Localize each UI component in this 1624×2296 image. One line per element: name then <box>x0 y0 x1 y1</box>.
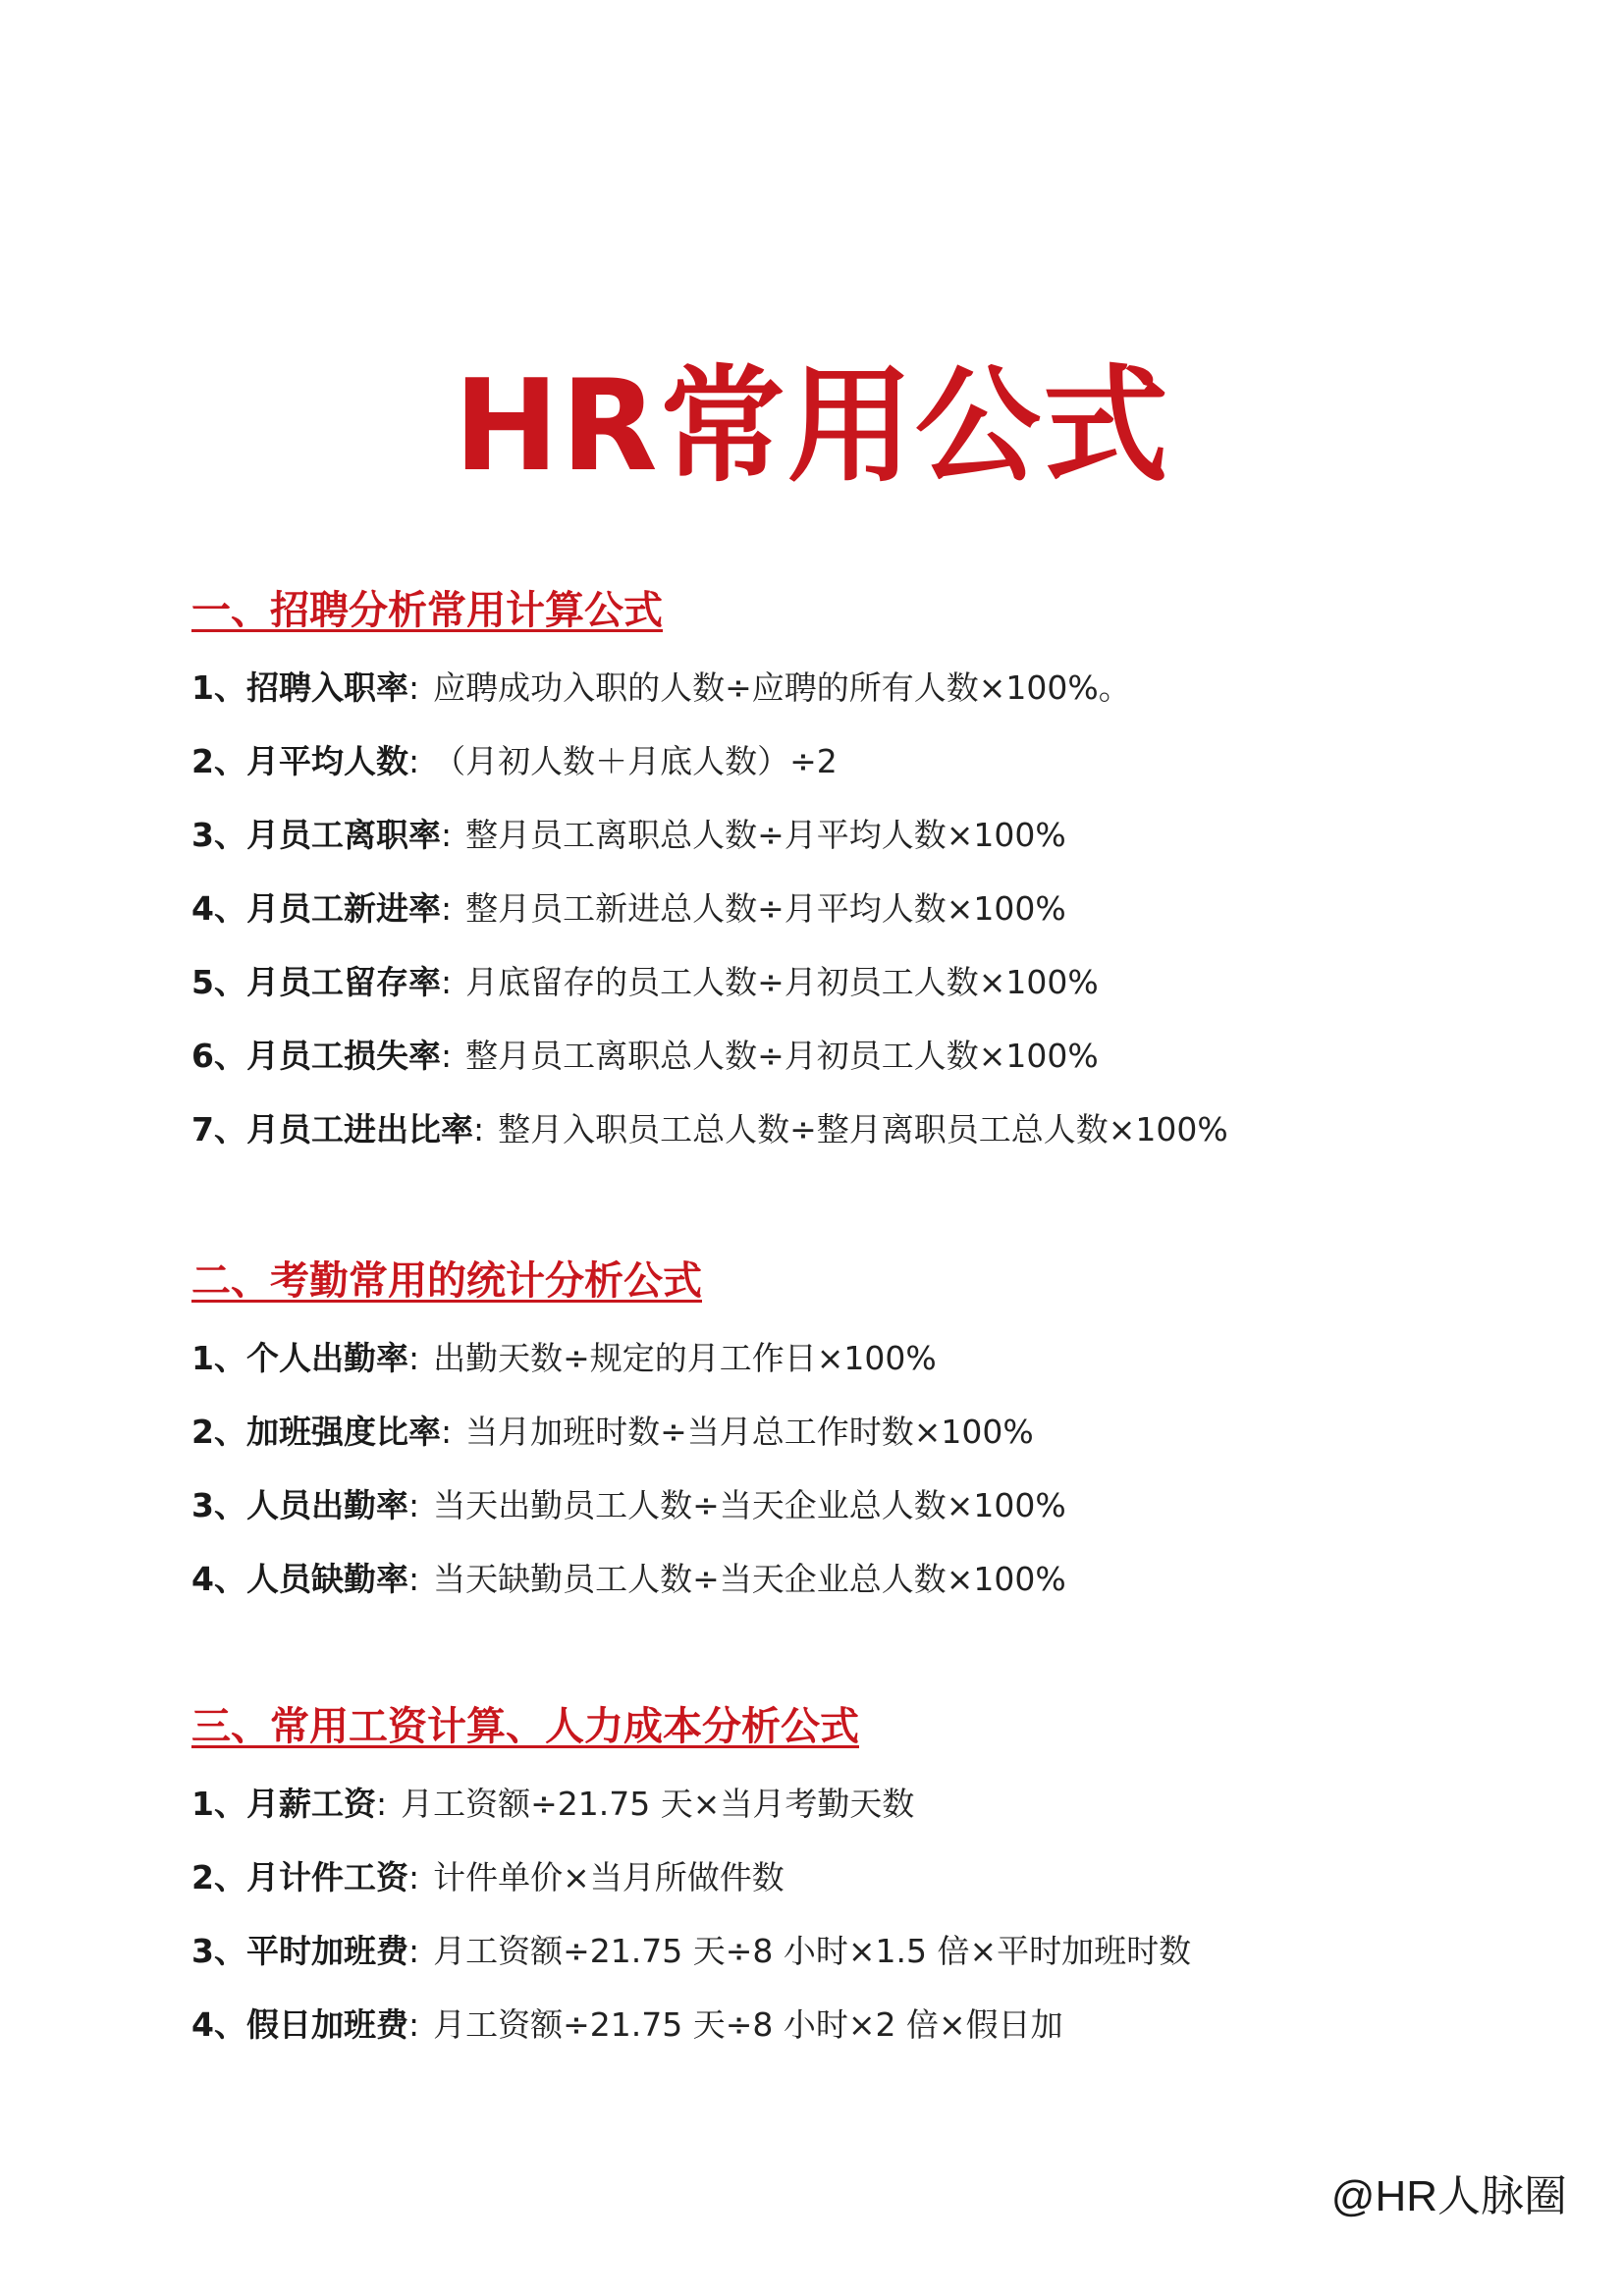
item-separator: : <box>440 963 453 1001</box>
item-formula: 当天缺勤员工人数÷当天企业总人数×100% <box>433 1560 1066 1598</box>
item-label: 月计件工资 <box>245 1858 408 1896</box>
item-number: 2、 <box>191 1858 246 1896</box>
item-separator: : <box>440 1037 453 1075</box>
item-number: 2、 <box>191 1413 246 1451</box>
item-number: 4、 <box>191 889 246 928</box>
item-separator: : <box>407 1486 420 1524</box>
item-separator: : <box>407 1560 420 1598</box>
item-number: 4、 <box>191 2005 246 2044</box>
item-label: 月员工进出比率 <box>245 1110 473 1148</box>
item-label: 招聘入职率 <box>245 668 408 707</box>
page-title: HR常用公式 <box>454 353 1170 500</box>
item-separator: : <box>407 1932 420 1970</box>
item-label: 个人出勤率 <box>245 1339 408 1377</box>
list-item <box>191 1484 1468 1527</box>
section-recruitment <box>191 585 1468 1151</box>
item-formula: 月底留存的员工人数÷月初员工人数×100% <box>465 963 1099 1001</box>
item-separator: : <box>472 1110 485 1148</box>
item-number: 6、 <box>191 1037 246 1075</box>
list-item <box>191 1930 1468 1973</box>
list-item <box>191 740 1468 783</box>
item-separator: : <box>407 1858 420 1896</box>
item-separator: : <box>407 2005 420 2044</box>
list-item <box>191 1558 1468 1601</box>
item-separator: : <box>407 1339 420 1377</box>
item-number: 1、 <box>191 668 246 707</box>
list-item <box>191 1783 1468 1826</box>
item-formula: 整月入职员工总人数÷整月离职员工总人数×100% <box>498 1110 1228 1148</box>
item-number: 7、 <box>191 1110 246 1148</box>
item-separator: : <box>375 1785 388 1823</box>
item-formula: 整月员工新进总人数÷月平均人数×100% <box>465 889 1066 928</box>
item-number: 5、 <box>191 963 246 1001</box>
list-item <box>191 2003 1468 2047</box>
list-item <box>191 1035 1468 1078</box>
item-formula: 出勤天数÷规定的月工作日×100% <box>433 1339 937 1377</box>
section-heading: 一、招聘分析常用计算公式 <box>191 588 663 633</box>
item-formula: 月工资额÷21.75 天×当月考勤天数 <box>401 1785 915 1823</box>
item-formula: 计件单价×当月所做件数 <box>433 1858 785 1896</box>
item-label: 月员工留存率 <box>245 963 441 1001</box>
item-label: 人员出勤率 <box>245 1486 408 1524</box>
item-formula: 当天出勤员工人数÷当天企业总人数×100% <box>433 1486 1066 1524</box>
item-label: 月平均人数 <box>245 742 408 780</box>
item-formula: 整月员工离职总人数÷月初员工人数×100% <box>465 1037 1099 1075</box>
item-formula: （月初人数＋月底人数）÷2 <box>433 742 838 780</box>
item-label: 月员工新进率 <box>245 889 441 928</box>
item-separator: : <box>407 668 420 707</box>
item-separator: : <box>440 889 453 928</box>
item-number: 3、 <box>191 816 246 854</box>
list-item <box>191 1411 1468 1454</box>
item-formula: 月工资额÷21.75 天÷8 小时×1.5 倍×平时加班时数 <box>433 1932 1192 1970</box>
list-item <box>191 1337 1468 1380</box>
item-number: 3、 <box>191 1486 246 1524</box>
item-label: 平时加班费 <box>245 1932 408 1970</box>
watermark: @HR人脉圈 <box>1330 2172 1567 2220</box>
section-heading: 三、常用工资计算、人力成本分析公式 <box>191 1704 859 1749</box>
list-item <box>191 887 1468 931</box>
item-formula: 当月加班时数÷当月总工作时数×100% <box>465 1413 1034 1451</box>
list-item <box>191 1108 1468 1151</box>
item-label: 人员缺勤率 <box>245 1560 408 1598</box>
item-label: 假日加班费 <box>245 2005 408 2044</box>
item-separator: : <box>440 1413 453 1451</box>
item-formula: 整月员工离职总人数÷月平均人数×100% <box>465 816 1066 854</box>
item-number: 1、 <box>191 1785 246 1823</box>
section-payroll <box>191 1701 1468 2047</box>
section-heading: 二、考勤常用的统计分析公式 <box>191 1258 702 1304</box>
item-formula: 月工资额÷21.75 天÷8 小时×2 倍×假日加 <box>433 2005 1063 2044</box>
item-separator: : <box>440 816 453 854</box>
list-item <box>191 961 1468 1004</box>
item-number: 3、 <box>191 1932 246 1970</box>
item-label: 月薪工资 <box>245 1785 376 1823</box>
item-number: 4、 <box>191 1560 246 1598</box>
item-label: 月员工离职率 <box>245 816 441 854</box>
item-formula: 应聘成功入职的人数÷应聘的所有人数×100%。 <box>433 668 1131 707</box>
list-item <box>191 1856 1468 1899</box>
list-item <box>191 814 1468 857</box>
item-number: 2、 <box>191 742 246 780</box>
item-separator: : <box>407 742 420 780</box>
item-number: 1、 <box>191 1339 246 1377</box>
item-label: 加班强度比率 <box>245 1413 441 1451</box>
list-item <box>191 667 1468 710</box>
item-label: 月员工损失率 <box>245 1037 441 1075</box>
section-attendance <box>191 1255 1468 1601</box>
